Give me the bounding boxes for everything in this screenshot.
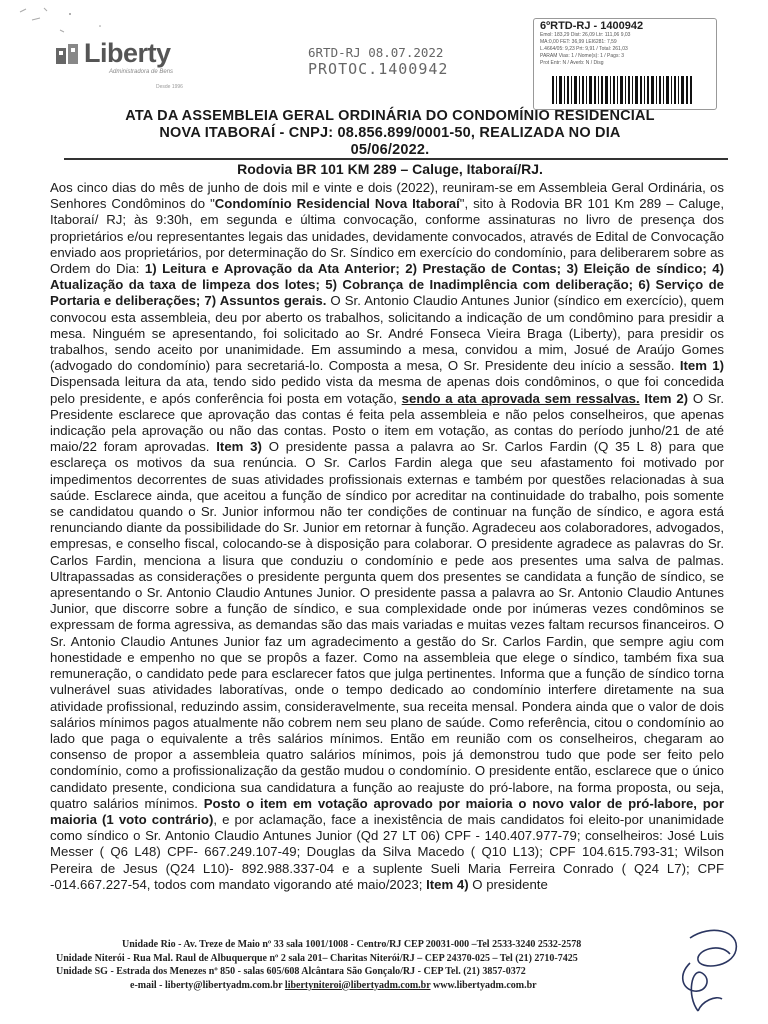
approval-statement: sendo a ata aprovada sem ressalvas. <box>401 390 640 406</box>
logo-brand-name: Liberty <box>84 38 171 68</box>
protocol-number: PROTOC.1400942 <box>308 60 449 78</box>
title-line: NOVA ITABORAÍ - CNPJ: 08.856.899/0001-50, REALIZADA NO DIA <box>159 125 621 141</box>
scan-artifact <box>0 0 130 40</box>
registry-fee-line: MA:0,00 FET: 36,99 LEI6281: 7,59 <box>540 39 617 45</box>
registry-stamp-title: 6ºRTD-RJ - 1400942 <box>540 20 644 32</box>
initials-signature-icon <box>672 955 732 1019</box>
footer-email-niteroi: libertyniteroi@libertyadm.com.br <box>284 979 431 991</box>
registry-fee-line: Emol: 183,29 Dist: 26,09 Ltr: 111,06 9,03 <box>540 32 631 38</box>
registry-fee-line: PARAM Vias: 1 / Nome(s): 1 / Pags: 3 <box>540 53 625 59</box>
footer-contact-line <box>56 979 756 993</box>
condominium-name: Condomínio Residencial Nova Itaboraí <box>214 196 460 212</box>
logo-tagline: Administradora de Bens <box>109 69 174 75</box>
footer-contacts <box>56 938 756 992</box>
item-heading: Item 1) <box>679 358 724 374</box>
title-line: 05/06/2022. <box>350 142 430 158</box>
document-subtitle: Rodovia BR 101 KM 289 – Caluge, Itaboraí/RJ. <box>237 161 543 177</box>
vote-result: Posto o item em votação aprovado por maioria o novo valor de pró-labore, por maioria (1 voto contrário) <box>50 795 724 827</box>
body-text: , e por aclamação, face a inexistência de mais candidatos foi eleito-por unanimidade como síndico o Sr. Antonio Claudio Antunes Junior (Qd 27 LT 06) CPF - 140.407.977-79; conselheiros: José Luis Messer ( Q6 L48) CPF- 667.249.107-49; Douglas da Silva Macedo ( Q10 L13); CPF 104.615.793-31; Wilson Pereira de Jesus (Q24 L10)- 892.988.337-04 e a suplente Sueli Maria Ferreira Conrado ( Q24 L7); CPF -014.667.227-54, todos com mandato vigorando até maio/2023; <box>50 811 724 892</box>
footer-unit-niteroi: Unidade Niterói - Rua Mal. Raul de Albuquerque nº 2 sala 201– Charitas Niterói/RJ – CEP 24370-025 – Tel (21) 2710-7425 <box>56 952 578 964</box>
body-text: O Sr. Antonio Claudio Antunes Junior (síndico em exercício), quem convocou esta assembleia, deu por aberto os trabalhos, solicitando a indicação de um condômino para presidir a mesa. Ninguém se apresentando, foi solicitado ao Sr. André Fonseca Vieira Braga (Liberty), para presidir os trabalhos, sendo aceito por unanimidade. Em assumindo a mesa, convidou a mim, Josué de Araújo Gomes (advogado do condomínio) para secretariá-lo. Composta a mesa, O Sr. Presidente deu início a sessão. <box>50 293 724 374</box>
protocol-stamp <box>308 44 448 78</box>
minutes-body <box>50 180 724 893</box>
registry-fee-line: Prot Entr: N / Averb: N / Disg <box>540 60 604 66</box>
body-text: O presidente <box>468 876 548 892</box>
protocol-date: 6RTD-RJ 08.07.2022 <box>308 45 444 60</box>
item-heading: Item 2) <box>639 390 689 406</box>
registry-fee-line: L.4664/05: 9,23 Prt: 9,91 / Total: 261,03 <box>540 46 628 52</box>
document-title <box>60 108 720 159</box>
barcode-icon <box>552 76 692 104</box>
footer-unit-sg: Unidade SG - Estrada dos Menezes nº 850 - salas 605/608 Alcântara São Gonçalo/RJ - CEP Tel. (21) 3857-0372 <box>56 966 526 977</box>
footer-email: e-mail - liberty@libertyadm.com.br <box>130 979 285 991</box>
footer-website: www.libertyadm.com.br <box>430 979 537 991</box>
body-text: ", sito à Rodovia BR 101 Km 289 – Caluge, Itaboraí/ RJ; às 9:30h, em segunda e última convocação, conforme assinaturas no livro de presença dos proprietários e/ou representantes legais das unidades, devidamente convocados, através de Edital de Convocação enviado aos proprietários, por determinação do Sr. Síndico em exercício do condomínio, para deliberarem sobre as Ordem do Dia: <box>50 196 724 277</box>
logo-since: Desde 1996 <box>156 84 183 90</box>
body-text: Aos cinco dias do mês de junho de dois mil e vinte e dois (2022), reuniram-se em Assembleia Geral Ordinária, os Senhores Condôminos do " <box>50 180 724 212</box>
body-text: O presidente passa a palavra ao Sr. Carlos Fardin (Q 35 L 8) para que esclareça os motivos da sua renúncia. O Sr. Carlos Fardin alega que seu afastamento foi motivado por impedimentos decorrentes de suas atividades profissionais externas e também por questões relacionadas à sua saúde. Esclarece ainda, que aceitou a função de síndico por acreditar na continuidade do trabalho, pois somente se candidatou quando o Sr. Junior informou não ter condições de continuar na função de síndico, e agora está renunciando diante da possibilidade do Sr. Junior em retornar à função. Agradeceu aos colaboradores, advogados, empresas, e conselho fiscal, colocando-se à disposição para colaborar. O presidente agradece as palavras do Sr. Carlos Fardin, menciona a lisura que conduziu o condomínio e pede aos presentes uma salva de palmas. Ultrapassadas as considerações o presidente pergunta quem dos presentes se candidata a função de síndico, se apresentando o Sr. Antonio Claudio Antunes Junior. O presidente passa a palavra ao Sr. Antonio Claudio Antunes Junior, que discorre sobre a função de síndico, e sua complexidade onde por inúmeras vezes condôminos se expressam de forma agressiva, as demandas são das mais variadas e muitas vezes faltam recursos financeiros. O Sr. Antonio Claudio Antunes Junior faz um agradecimento a gestão do Sr. Carlos Fardin, que sempre agiu com honestidade e empenho no que se propôs a fazer. Como na assembleia que elege o síndico, também fixa sua remuneração, o candidato pede para esclarecer fatos que julga pertinentes. Informa que a função de síndico torna vulnerável suas atividades laboratívas, onde o tempo dedicado ao condomínio interfere diretamente na sua atividade profissional, reduzindo assim, consideravelmente, sua receita mensal. Pondera ainda que o valor de dois salários mínimos pagos atualmente não cobrem nem seu plano de saúde. Como referência, citou o condomínio ao lado que paga o equivalente a três salários mínimos. Então em reunião com os conselheiros, chegaram ao consenso de propor a assembleia quatro salários mínimos, pois já demonstrou tudo que pode ser feito pelo condomínio, como a profissionalização da gestão mudou o condomínio. O presidente então, esclarece que o único candidato presente, condiciona sua candidatura a função ao reajuste do pró-labore, na forma proposta, ou seja, quatro salários mínimos. <box>50 439 724 811</box>
item-heading: Item 4) <box>426 876 469 892</box>
registry-stamp <box>533 18 717 110</box>
title-line: ATA DA ASSEMBLEIA GERAL ORDINÁRIA DO CONDOMÍNIO RESIDENCIAL <box>125 108 655 124</box>
footer-unit-rio: Unidade Rio - Av. Treze de Maio nº 33 sala 1001/1008 - Centro/RJ CEP 20031-000 –Tel 2533-3240 2532-2578 <box>122 939 582 950</box>
item-heading: Item 3) <box>216 439 262 455</box>
liberty-logo-icon <box>54 42 82 66</box>
body-text: Dispensada leitura da ata, tendo sido pedido vista da mesma de apenas dois condôminos, o que foi concedida pelo presidente, e após conferência foi posta em votação, <box>50 374 724 406</box>
body-text: O Sr. Presidente esclarece que aprovação das contas é feita pela assembleia e não pelos conselheiros, que apenas indicação pela aprovação ou não das contas. Posto o item em votação, as contas do período junho/21 de até maio/22 foram aprovadas. <box>50 390 724 455</box>
registry-stamp-fees <box>540 32 630 67</box>
agenda-items: 1) Leitura e Aprovação da Ata Anterior; 2) Prestação de Contas; 3) Eleição de síndico; 4) Atualização da taxa de limpeza dos lotes; 5) Cobrança de Inadimplência com deliberação; 6) Serviço de Portaria e deliberações; 7) Assuntos gerais. <box>50 261 724 309</box>
